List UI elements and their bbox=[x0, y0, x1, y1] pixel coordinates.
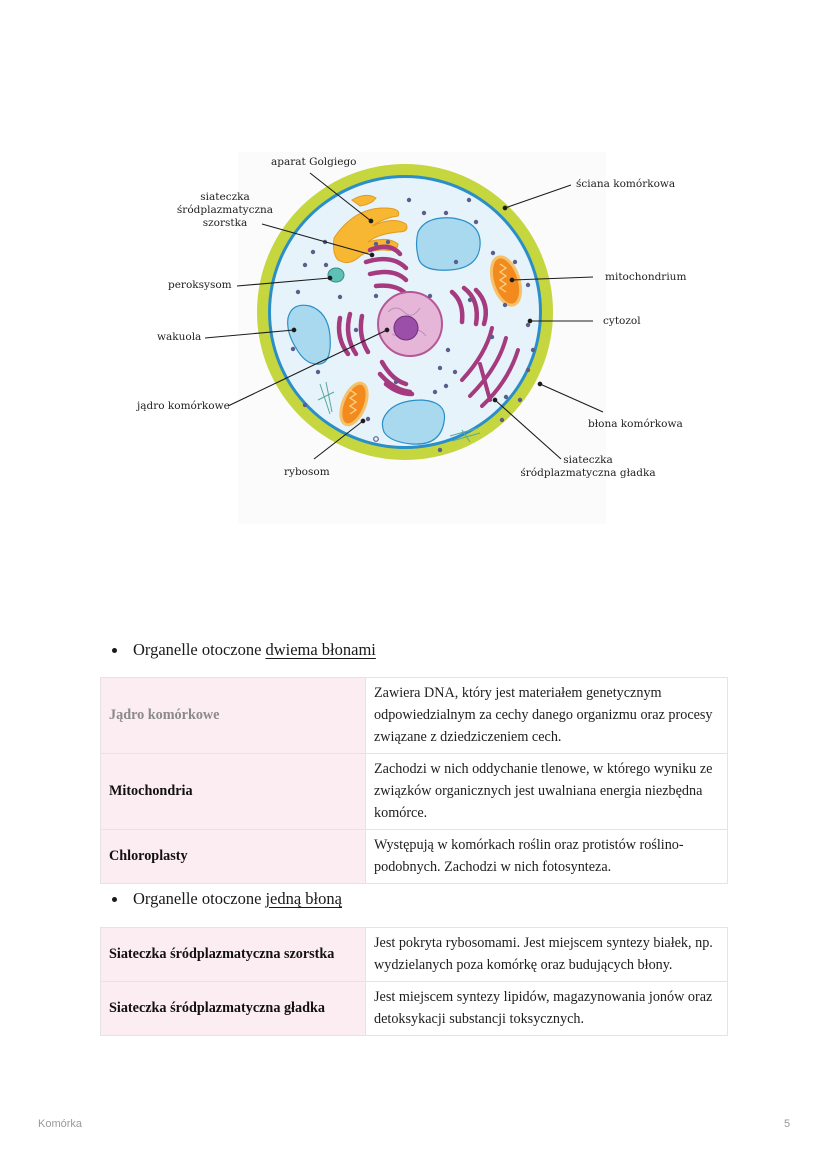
organelle-name: Siateczka śródplazmatyczna gładka bbox=[101, 982, 366, 1036]
section-heading-emphasis: jedną błoną bbox=[265, 889, 342, 908]
label-rough-er-line1: siateczka bbox=[200, 191, 250, 203]
organelle-description: Zawiera DNA, który jest materiałem genetycznym odpowiedzialnym za cechy danego organizmu oraz procesy związane z dziedziczeniem cech. bbox=[366, 678, 728, 754]
bullet-icon bbox=[112, 897, 117, 902]
section-heading-single-membrane bbox=[108, 889, 342, 909]
table-row bbox=[101, 928, 728, 982]
label-rough-er-line3: szorstka bbox=[202, 217, 248, 229]
organelles-table-double-membrane bbox=[100, 677, 728, 884]
label-peroxisome: peroksysom bbox=[168, 279, 232, 291]
label-rough-er bbox=[160, 191, 290, 230]
section-heading-emphasis: dwiema błonami bbox=[265, 640, 376, 659]
cell-illustration bbox=[0, 0, 828, 560]
nucleolus bbox=[394, 316, 418, 340]
label-smooth-er bbox=[510, 454, 666, 480]
label-smooth-er-line1: siateczka bbox=[563, 454, 613, 466]
organelles-table-single-membrane bbox=[100, 927, 728, 1036]
organelle-description: Jest miejscem syntezy lipidów, magazynowania jonów oraz detoksykacji substancji toksycznych. bbox=[366, 982, 728, 1036]
organelle-description: Zachodzi w nich oddychanie tlenowe, w którego wyniku ze związków organicznych jest uwalniana energia niezbędna komórce. bbox=[366, 754, 728, 830]
label-ribosome: rybosom bbox=[284, 466, 330, 478]
table-row bbox=[101, 678, 728, 754]
table-row bbox=[101, 830, 728, 884]
footer-title: Komórka bbox=[38, 1118, 83, 1130]
organelle-description: Występują w komórkach roślin oraz protistów roślino-podobnych. Zachodzi w nich fotosynteza. bbox=[366, 830, 728, 884]
section-heading-text: Organelle otoczone bbox=[133, 889, 262, 908]
organelle-name: Chloroplasty bbox=[101, 830, 366, 884]
label-cytosol: cytozol bbox=[603, 315, 641, 327]
organelle-name: Mitochondria bbox=[101, 754, 366, 830]
label-golgi: aparat Golgiego bbox=[271, 156, 357, 168]
page-number: 5 bbox=[784, 1118, 791, 1130]
label-vacuole: wakuola bbox=[157, 331, 202, 343]
bullet-icon bbox=[112, 648, 117, 653]
vacuole bbox=[417, 218, 481, 270]
label-mitochondrion: mitochondrium bbox=[605, 271, 687, 283]
organelle-name: Siateczka śródplazmatyczna szorstka bbox=[101, 928, 366, 982]
section-heading-text: Organelle otoczone bbox=[133, 640, 262, 659]
label-smooth-er-line2: śródplazmatyczna gładka bbox=[520, 467, 656, 479]
label-nucleus: jądro komórkowe bbox=[137, 400, 230, 412]
label-cell-wall: ściana komórkowa bbox=[576, 178, 676, 190]
cell-diagram bbox=[0, 0, 828, 560]
label-rough-er-line2: śródplazmatyczna bbox=[176, 204, 274, 216]
table-row bbox=[101, 982, 728, 1036]
organelle-name: Jądro komórkowe bbox=[101, 678, 366, 754]
organelle-description: Jest pokryta rybosomami. Jest miejscem syntezy białek, np. wydzielanych poza komórkę oraz budujących błony. bbox=[366, 928, 728, 982]
label-cell-membrane: błona komórkowa bbox=[588, 418, 683, 430]
table-row bbox=[101, 754, 728, 830]
section-heading-double-membrane bbox=[108, 640, 376, 660]
